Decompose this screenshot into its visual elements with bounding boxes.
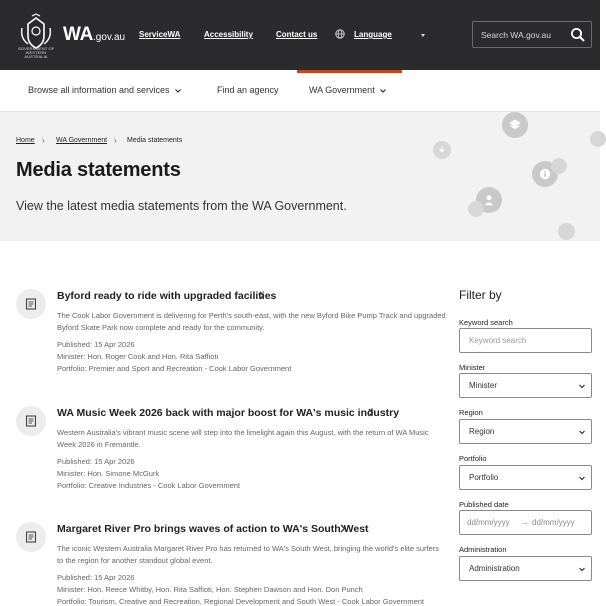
- date-to-input[interactable]: dd/mm/yyyy: [532, 518, 575, 527]
- breadcrumb-current: Media statements: [127, 137, 183, 144]
- chevron-right-icon: [367, 408, 374, 417]
- chevron-down-icon: [578, 475, 586, 482]
- administration-label: Administration: [459, 545, 507, 554]
- decor-layers-icon: [502, 112, 528, 138]
- site-header: [0, 0, 600, 70]
- language-selector[interactable]: Language: [354, 30, 392, 39]
- document-icon: [16, 522, 46, 552]
- crest-caption: GOVERNMENT OF WESTERN AUSTRALIA: [17, 46, 55, 59]
- main-nav: [0, 70, 600, 112]
- article-portfolio: Portfolio: Premier and Sport and Recreation - Cook Labor Government: [57, 364, 292, 373]
- nav-wa-government[interactable]: WA Government: [309, 85, 375, 95]
- nav-browse-all[interactable]: Browse all information and services: [28, 85, 170, 95]
- article-minister: Minister: Hon. Roger Cook and Hon. Rita Saffioti: [57, 352, 219, 361]
- portfolio-select-value: Portfolio: [469, 473, 499, 482]
- page-title: Media statements: [16, 159, 181, 181]
- portfolio-select[interactable]: [459, 465, 592, 490]
- article-published: Published: 15 Apr 2026: [57, 340, 135, 349]
- contact-us-link[interactable]: Contact us: [276, 30, 318, 39]
- search-icon[interactable]: [569, 26, 587, 44]
- chevron-down-icon: [421, 34, 425, 37]
- keyword-label: Keyword search: [459, 318, 513, 327]
- administration-select[interactable]: [459, 556, 592, 581]
- servicewa-link[interactable]: ServiceWA: [139, 30, 181, 39]
- decor-circle: [558, 223, 575, 240]
- date-from-input[interactable]: dd/mm/yyyy: [467, 518, 510, 527]
- decor-circle: [468, 201, 484, 217]
- document-icon: [16, 406, 46, 436]
- article-minister: Minister: Hon. Reece Whitby, Hon. Rita Saffioti, Hon. Stephen Dawson and Hon. Don Punch: [57, 585, 363, 594]
- breadcrumb-home[interactable]: Home: [16, 137, 35, 144]
- region-select[interactable]: [459, 419, 592, 444]
- article-published: Published: 15 Apr 2026: [57, 573, 135, 582]
- chevron-down-icon: [578, 429, 586, 436]
- logo-text: WA: [63, 24, 94, 45]
- filter-title: Filter by: [459, 288, 502, 302]
- article-description: The iconic Western Australia Margaret River Pro has returned to WA's South West, bringing the world's elite surfers to the region for another standout global event.: [57, 544, 440, 565]
- article-title-link[interactable]: WA Music Week 2026 back with major boost for WA's music industry: [57, 407, 400, 419]
- nav-find-agency[interactable]: Find an agency: [217, 85, 279, 95]
- chevron-right-icon: [258, 291, 265, 300]
- document-icon: [16, 289, 46, 319]
- minister-label: Minister: [459, 363, 486, 372]
- published-date-range: [459, 510, 592, 535]
- breadcrumb-separator: ›: [114, 136, 117, 145]
- chevron-down-icon: [379, 87, 387, 95]
- chevron-down-icon: [578, 383, 586, 390]
- breadcrumb-wa-government[interactable]: WA Government: [56, 137, 108, 144]
- logo-suffix: .gov.au: [93, 32, 126, 43]
- published-date-label: Published date: [459, 500, 509, 509]
- article-title-link[interactable]: Margaret River Pro brings waves of action to WA's South West: [57, 523, 369, 535]
- hero-banner: [0, 112, 600, 241]
- portfolio-label: Portfolio: [459, 454, 487, 463]
- globe-icon: [335, 29, 345, 39]
- region-select-value: Region: [469, 427, 495, 436]
- decor-circle: [590, 131, 606, 147]
- article-portfolio: Portfolio: Creative Industries - Cook Labor Government: [57, 481, 240, 490]
- decor-download-icon: [433, 141, 451, 159]
- decor-circle: [551, 158, 567, 174]
- search-input[interactable]: [474, 23, 566, 46]
- chevron-right-icon: [339, 524, 346, 533]
- chevron-down-icon: [174, 87, 182, 95]
- arrow-right-icon: →: [520, 517, 529, 527]
- accessibility-link[interactable]: Accessibility: [204, 30, 253, 39]
- region-label: Region: [459, 408, 483, 417]
- article-title-link[interactable]: Byford ready to ride with upgraded facilities: [57, 290, 277, 302]
- article-description: Western Australia's vibrant music scene will step into the limelight again this August, with the return of WA Music Week 2026 in Fremantle.: [57, 428, 429, 449]
- wa-gov-logo[interactable]: [63, 24, 125, 46]
- article-description: The Cook Labor Government is delivering for Perth's south-east, with the new Byford Bike Pump Track and upgraded Byford Skate Park now complete and ready for the community.: [57, 311, 446, 332]
- administration-select-value: Administration: [469, 564, 520, 573]
- minister-select-value: Minister: [469, 381, 498, 390]
- breadcrumb-separator: ›: [42, 136, 45, 145]
- minister-select[interactable]: [459, 373, 592, 398]
- article-minister: Minister: Hon. Simone McGurk: [57, 469, 160, 478]
- page-intro: View the latest media statements from the WA Government.: [16, 199, 347, 213]
- chevron-down-icon: [578, 566, 586, 573]
- article-published: Published: 15 Apr 2026: [57, 457, 135, 466]
- keyword-search-input[interactable]: [459, 328, 592, 353]
- nav-active-indicator: [297, 70, 402, 73]
- site-search: [472, 21, 592, 48]
- article-portfolio: Portfolio: Tourism, Creative and Recreation, Regional Development and South West - Cook Labor Government: [57, 597, 424, 606]
